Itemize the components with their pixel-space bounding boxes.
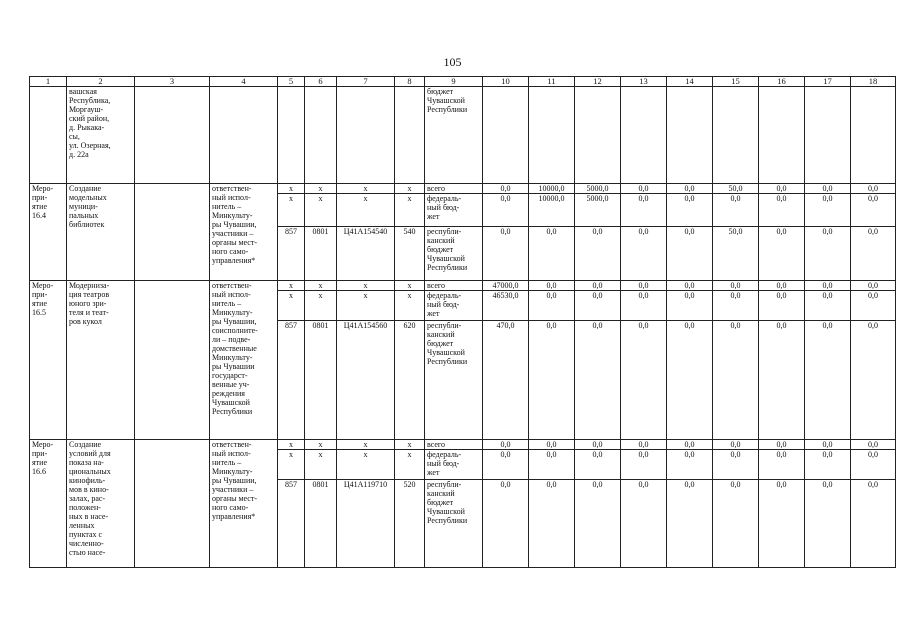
event-executor: ответствен- ный испол- нитель – Минкульту- ры Чувашии, участники – органы мест- ного само- управления*	[210, 440, 278, 568]
value-col-14: 0,0	[667, 440, 713, 450]
value-col-16: 0,0	[759, 321, 805, 440]
grbs-code: x	[278, 194, 305, 227]
expense-type: 540	[395, 227, 425, 281]
header-col-10: 10	[483, 77, 529, 87]
funding-source: всего	[425, 281, 483, 291]
value-col-13: 0,0	[621, 281, 667, 291]
value-col-18: 0,0	[851, 194, 896, 227]
value-col-15: 0,0	[713, 291, 759, 321]
value-col-18: 0,0	[851, 440, 896, 450]
header-col-7: 7	[337, 77, 395, 87]
value-col-17: 0,0	[805, 281, 851, 291]
header-col-8: 8	[395, 77, 425, 87]
value-col-12: 0,0	[575, 440, 621, 450]
value-col-14: 0,0	[667, 281, 713, 291]
value-col-18: 0,0	[851, 184, 896, 194]
target-code: x	[337, 194, 395, 227]
funding-source: республи- канский бюджет Чувашской Республики	[425, 321, 483, 440]
value-col-12: 0,0	[575, 321, 621, 440]
header-col-18: 18	[851, 77, 896, 87]
table-row	[30, 440, 896, 450]
grbs-code: x	[278, 291, 305, 321]
header-col-4: 4	[210, 77, 278, 87]
header-col-12: 12	[575, 77, 621, 87]
value-col-13: 0,0	[621, 291, 667, 321]
funding-source: республи- канский бюджет Чувашской Республики	[425, 227, 483, 281]
value-col-13: 0,0	[621, 480, 667, 568]
table-body	[30, 77, 896, 568]
value-col-14: 0,0	[667, 227, 713, 281]
value-col-17: 0,0	[805, 194, 851, 227]
header-col-16: 16	[759, 77, 805, 87]
funding-source: федераль- ный бюд- жет	[425, 450, 483, 480]
cont-col3	[135, 87, 210, 184]
target-code: x	[337, 184, 395, 194]
value-col-13: 0,0	[621, 184, 667, 194]
value-col-15: 0,0	[713, 450, 759, 480]
value-col-17: 0,0	[805, 480, 851, 568]
section-code: x	[305, 194, 337, 227]
table-row	[30, 281, 896, 291]
grbs-code: 857	[278, 227, 305, 281]
grbs-code: 857	[278, 321, 305, 440]
target-code: x	[337, 291, 395, 321]
header-col-15: 15	[713, 77, 759, 87]
value-col-13: 0,0	[621, 440, 667, 450]
event-title: Модерниза- ция театров юного зри- теля и теат- ров кукол	[67, 281, 135, 440]
value-col-11: 0,0	[529, 291, 575, 321]
value-col-17: 0,0	[805, 321, 851, 440]
section-code: x	[305, 184, 337, 194]
header-col-14: 14	[667, 77, 713, 87]
value-col-18: 0,0	[851, 227, 896, 281]
value-col-11: 0,0	[529, 321, 575, 440]
value-col-17: 0,0	[805, 440, 851, 450]
value-col-10: 46530,0	[483, 291, 529, 321]
value-col-17: 0,0	[805, 450, 851, 480]
value-col-18: 0,0	[851, 321, 896, 440]
value-col-12: 0,0	[575, 281, 621, 291]
header-row	[30, 77, 896, 87]
value-col-10: 470,0	[483, 321, 529, 440]
value-col-17: 0,0	[805, 227, 851, 281]
value-col-12: 0,0	[575, 291, 621, 321]
funding-source: всего	[425, 440, 483, 450]
value-col-10: 0,0	[483, 227, 529, 281]
header-col-6: 6	[305, 77, 337, 87]
value-col-15: 50,0	[713, 227, 759, 281]
event-executor: ответствен- ный испол- нитель – Минкульту- ры Чувашии, соисполните- ли – подве- домственные Минкульту- ры Чувашии государст- венные уч- реждения Чувашской Республики	[210, 281, 278, 440]
value-col-11: 0,0	[529, 480, 575, 568]
header-col-1: 1	[30, 77, 67, 87]
grbs-code: 857	[278, 480, 305, 568]
value-col-13: 0,0	[621, 227, 667, 281]
funding-source: всего	[425, 184, 483, 194]
value-col-12: 5000,0	[575, 184, 621, 194]
budget-table	[29, 76, 896, 568]
target-code: Ц41А119710	[337, 480, 395, 568]
cont-address: вашская Республика, Моргауш- ский район, д. Рыкака- сы, ул. Озерная, д. 22а	[67, 87, 135, 184]
target-code: x	[337, 450, 395, 480]
event-col3	[135, 281, 210, 440]
value-col-18: 0,0	[851, 450, 896, 480]
value-col-16: 0,0	[759, 440, 805, 450]
value-col-16: 0,0	[759, 480, 805, 568]
target-code: Ц41А154560	[337, 321, 395, 440]
event-col3	[135, 184, 210, 281]
value-col-13: 0,0	[621, 450, 667, 480]
expense-type: x	[395, 281, 425, 291]
value-col-10: 0,0	[483, 480, 529, 568]
funding-source: федераль- ный бюд- жет	[425, 291, 483, 321]
expense-type: x	[395, 194, 425, 227]
table-row	[30, 184, 896, 194]
value-col-11: 10000,0	[529, 184, 575, 194]
target-code: x	[337, 281, 395, 291]
page-number: 105	[443, 55, 462, 69]
value-col-18: 0,0	[851, 480, 896, 568]
section-code: 0801	[305, 227, 337, 281]
continuation-row	[30, 87, 896, 184]
value-col-15: 0,0	[713, 281, 759, 291]
event-executor: ответствен- ный испол- нитель – Минкульту- ры Чувашии, участники – органы мест- ного само- управления*	[210, 184, 278, 281]
section-code: 0801	[305, 321, 337, 440]
value-col-16: 0,0	[759, 194, 805, 227]
value-col-11: 10000,0	[529, 194, 575, 227]
value-col-14: 0,0	[667, 321, 713, 440]
expense-type: x	[395, 184, 425, 194]
header-col-3: 3	[135, 77, 210, 87]
value-col-13: 0,0	[621, 194, 667, 227]
value-col-12: 0,0	[575, 480, 621, 568]
value-col-14: 0,0	[667, 450, 713, 480]
value-col-15: 0,0	[713, 440, 759, 450]
value-col-15: 0,0	[713, 194, 759, 227]
event-title: Создание условий для показа на- циональных кинофиль- мов в кино- залах, рас- положен- ных в насе- ленных пунктах с численно- стью насе-	[67, 440, 135, 568]
value-col-14: 0,0	[667, 184, 713, 194]
target-code: x	[337, 440, 395, 450]
event-id: Меро- при- ятие 16.6	[30, 440, 67, 568]
value-col-16: 0,0	[759, 450, 805, 480]
value-col-11: 0,0	[529, 281, 575, 291]
section-code: x	[305, 291, 337, 321]
value-col-15: 0,0	[713, 321, 759, 440]
grbs-code: x	[278, 450, 305, 480]
section-code: x	[305, 281, 337, 291]
value-col-16: 0,0	[759, 291, 805, 321]
header-col-17: 17	[805, 77, 851, 87]
value-col-14: 0,0	[667, 291, 713, 321]
event-id: Меро- при- ятие 16.5	[30, 281, 67, 440]
cont-budget: бюджет Чувашской Республики	[425, 87, 483, 184]
header-col-2: 2	[67, 77, 135, 87]
value-col-10: 47000,0	[483, 281, 529, 291]
expense-type: 620	[395, 321, 425, 440]
section-code: x	[305, 440, 337, 450]
value-col-13: 0,0	[621, 321, 667, 440]
event-id: Меро- при- ятие 16.4	[30, 184, 67, 281]
cont-col1	[30, 87, 67, 184]
section-code: 0801	[305, 480, 337, 568]
value-col-17: 0,0	[805, 291, 851, 321]
header-col-9: 9	[425, 77, 483, 87]
event-col3	[135, 440, 210, 568]
value-col-16: 0,0	[759, 184, 805, 194]
value-col-15: 50,0	[713, 184, 759, 194]
value-col-16: 0,0	[759, 281, 805, 291]
expense-type: x	[395, 291, 425, 321]
value-col-11: 0,0	[529, 440, 575, 450]
value-col-12: 0,0	[575, 227, 621, 281]
value-col-10: 0,0	[483, 450, 529, 480]
value-col-18: 0,0	[851, 291, 896, 321]
funding-source: республи- канский бюджет Чувашской Республики	[425, 480, 483, 568]
value-col-18: 0,0	[851, 281, 896, 291]
event-title: Создание модельных муници- пальных библиотек	[67, 184, 135, 281]
expense-type: x	[395, 450, 425, 480]
value-col-11: 0,0	[529, 227, 575, 281]
header-col-11: 11	[529, 77, 575, 87]
value-col-10: 0,0	[483, 194, 529, 227]
header-col-13: 13	[621, 77, 667, 87]
grbs-code: x	[278, 184, 305, 194]
value-col-12: 0,0	[575, 450, 621, 480]
value-col-17: 0,0	[805, 184, 851, 194]
value-col-14: 0,0	[667, 194, 713, 227]
cont-col4	[210, 87, 278, 184]
section-code: x	[305, 450, 337, 480]
funding-source: федераль- ный бюд- жет	[425, 194, 483, 227]
expense-type: 520	[395, 480, 425, 568]
value-col-12: 5000,0	[575, 194, 621, 227]
expense-type: x	[395, 440, 425, 450]
value-col-14: 0,0	[667, 480, 713, 568]
value-col-15: 0,0	[713, 480, 759, 568]
header-col-5: 5	[278, 77, 305, 87]
grbs-code: x	[278, 440, 305, 450]
value-col-16: 0,0	[759, 227, 805, 281]
value-col-10: 0,0	[483, 184, 529, 194]
value-col-10: 0,0	[483, 440, 529, 450]
target-code: Ц41А154540	[337, 227, 395, 281]
grbs-code: x	[278, 281, 305, 291]
value-col-11: 0,0	[529, 450, 575, 480]
